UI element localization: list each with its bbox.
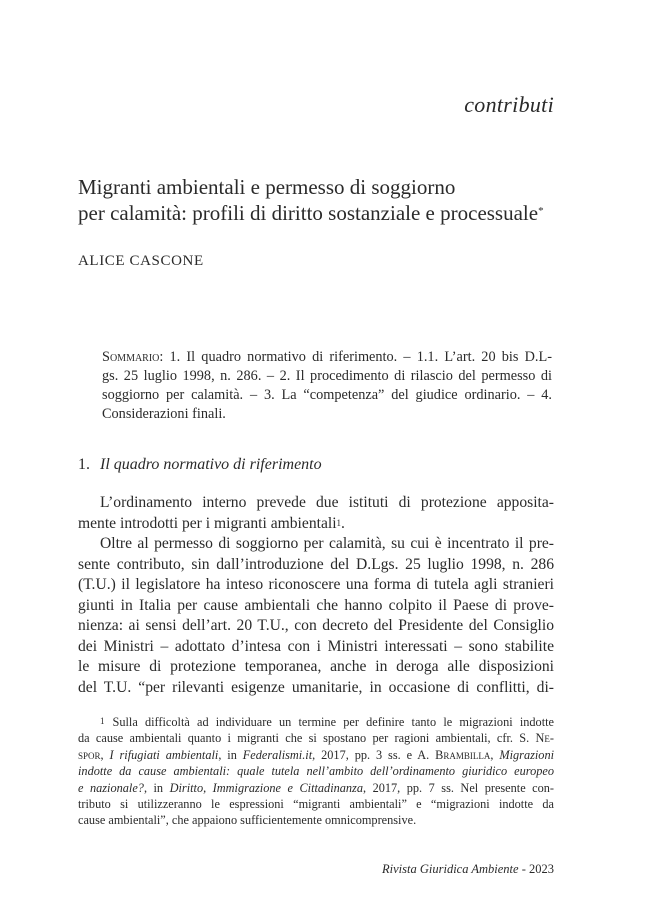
footnote-line: da cause ambientali quanto i migranti che si spostano per ragioni ambientali, cfr. S. Ne- (78, 731, 554, 746)
body-line: le misure di protezione temporanea, anche in deroga alle disposizioni (78, 658, 554, 675)
section-title: Il quadro normativo di riferimento (100, 456, 322, 473)
body-line: L’ordinamento interno prevede due istituti di protezione apposita- (100, 494, 554, 511)
body-line: Oltre al permesso di soggiorno per calamità, su cui è incentrato il pre- (100, 535, 554, 552)
footnote (78, 714, 554, 829)
footnote-line: spor, I rifugiati ambientali, in Federalismi.it, 2017, pp. 3 ss. e A. Brambilla, Migrazioni (78, 747, 555, 762)
section-heading (78, 456, 322, 474)
footnote-line: tributo si utilizzeranno le espressioni “migranti ambientali” e “migrazioni indotte da (78, 797, 554, 812)
summary-line-3: soggiorno per calamità. – 3. La “competenza” del giudice ordinario. – 4. (102, 387, 552, 403)
title-line-2: per calamità: profili di diritto sostanziale e processuale* (78, 201, 544, 225)
author-name: ALICE CASCONE (78, 253, 204, 269)
footnote-line: indotte da cause ambientali: quale tutela nell’ambito dell’ordinamento giuridico europeo (78, 764, 554, 779)
section-number: 1. (78, 456, 90, 473)
summary-line-1: Sommario: 1. Il quadro normativo di riferimento. – 1.1. L’art. 20 bis D.L- (102, 349, 552, 365)
body-text (78, 493, 554, 698)
footnote-reference[interactable]: 1 (336, 517, 342, 528)
journal-year: 2023 (529, 862, 554, 876)
journal-name: Rivista Giuridica Ambiente (382, 862, 519, 876)
body-line: giunti in Italia per cause ambientali che hanno colpito il Paese di prove- (78, 596, 554, 614)
article-title (78, 174, 578, 226)
body-line: mente introdotti per i migranti ambientali$^1$. (78, 514, 345, 532)
body-line: sente contributo, sin dall’introduzione del D.Lgs. 25 luglio 1998, n. 286 (78, 555, 554, 573)
summary-line-4: Considerazioni finali. (102, 406, 226, 422)
footnote-mark: 1 (100, 716, 105, 726)
section-tag: contributi (464, 92, 554, 117)
body-line: dei Ministri – adottato d’intesa con i Ministri interessati – sono stabilite (78, 637, 554, 655)
title-line-1: Migranti ambientali e permesso di soggiorno (78, 175, 456, 199)
footnote-line: e nazionale?, in Diritto, Immigrazione e Cittadinanza, 2017, pp. 7 ss. Nel presente con- (78, 780, 555, 795)
body-line: del T.U. “per rilevanti esigenze umanitarie, in occasione di conflitti, di- (78, 678, 554, 696)
summary-block (102, 348, 552, 424)
summary-line-2: gs. 25 luglio 1998, n. 286. – 2. Il procedimento di rilascio del permesso di (102, 368, 552, 384)
journal-footer: Rivista Giuridica Ambiente - 2023 (382, 862, 554, 876)
title-footnote-mark: * (538, 205, 544, 217)
body-line: (T.U.) il legislatore ha inteso riconoscere una forma di tutela agli stranieri (78, 576, 554, 593)
summary-label: Sommario (102, 349, 160, 365)
footnote-line: $^1$ Sulla difficoltà ad individuare un termine per definire tanto le migrazioni indotte (100, 715, 554, 729)
footnote-line: cause ambientali”, che appaiono sufficientemente omnicomprensive. (78, 813, 417, 828)
body-line: nienza: ai sensi dell’art. 20 T.U., con decreto del Presidente del Consiglio (78, 617, 554, 634)
